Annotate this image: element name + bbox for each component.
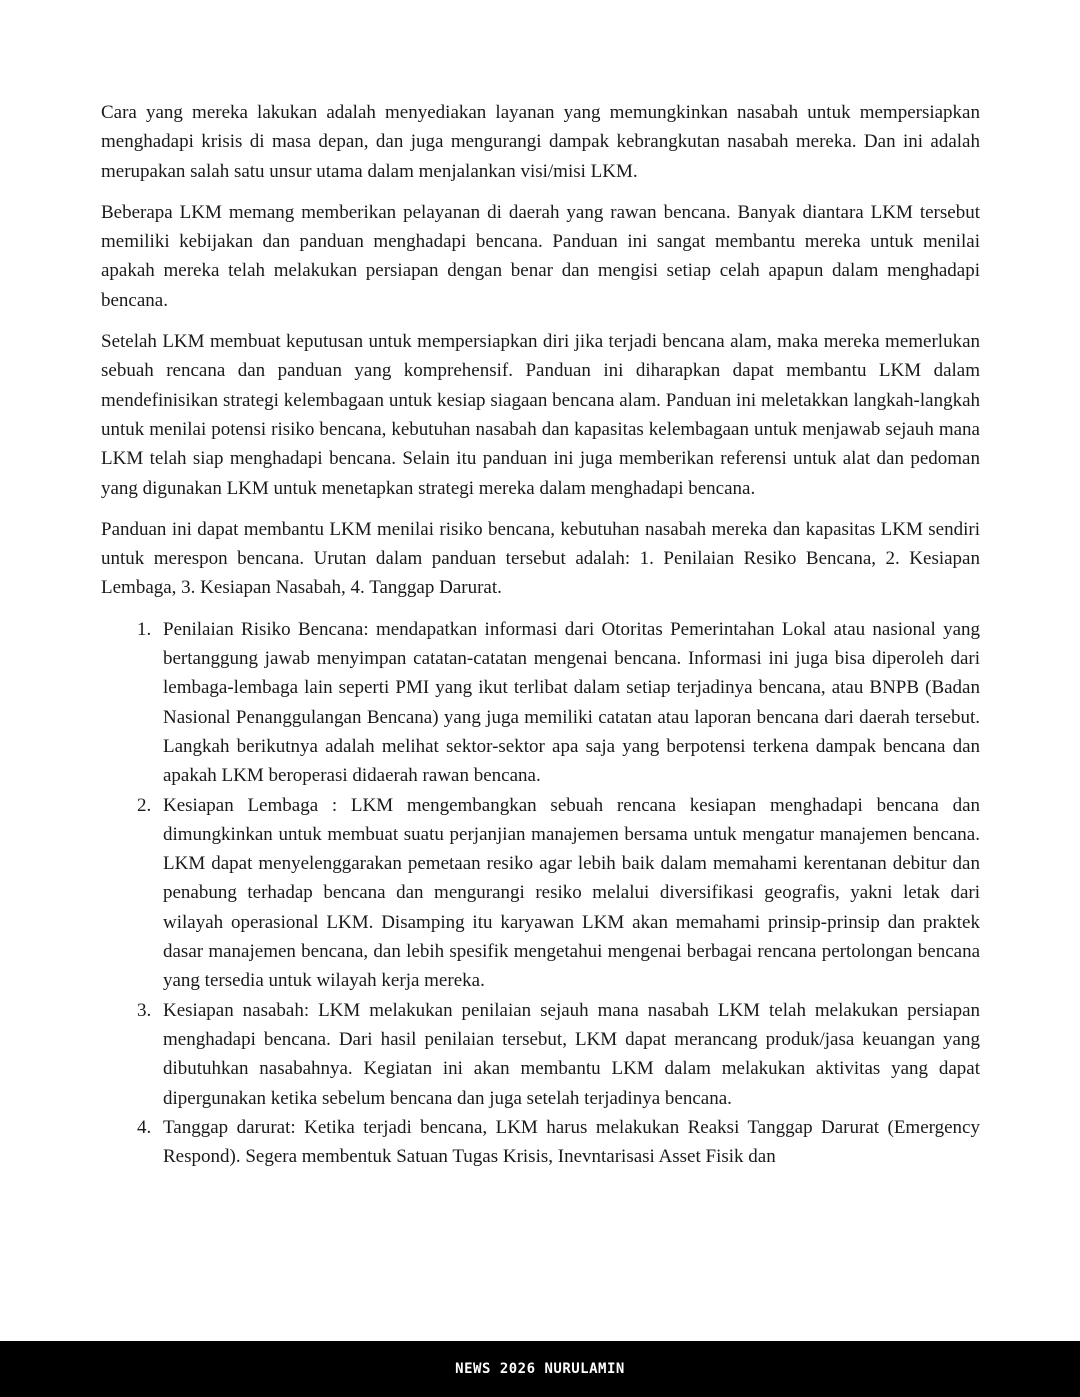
paragraph-1: Cara yang mereka lakukan adalah menyediakan layanan yang memungkinkan nasabah untuk mempersiapkan menghadapi krisis di masa depan, dan juga mengurangi dampak kebrangkutan nasabah mereka. Dan ini adalah merupakan salah satu unsur utama dalam menjalankan visi/misi LKM.	[101, 102, 980, 182]
footer-bar	[0, 1341, 1080, 1397]
list-item-text: Kesiapan nasabah: LKM melakukan penilaian sejauh mana nasabah LKM telah melakukan persiapan menghadapi bencana. Dari hasil penilaian tersebut, LKM dapat merancang produk/jasa keuangan yang dibutuhkan nasabahnya. Kegiatan ini akan membantu LKM dalam melakukan aktivitas yang dapat dipergunakan ketika sebelum bencana dan juga setelah terjadinya bencana.	[163, 999, 980, 1109]
paragraph-3: Setelah LKM membuat keputusan untuk mempersiapkan diri jika terjadi bencana alam, maka mereka memerlukan sebuah rencana dan panduan yang komprehensif. Panduan ini diharapkan dapat membantu LKM dalam mendefinisikan strategi kelembagaan untuk kesiap siagaan bencana alam. Panduan ini meletakkan langkah-langkah untuk menilai potensi risiko bencana, kebutuhan nasabah dan kapasitas kelembagaan untuk menjawab sejauh mana LKM telah siap menghadapi bencana. Selain itu panduan ini juga memberikan referensi untuk alat dan pedoman yang digunakan LKM untuk menetapkan strategi mereka dalam menghadapi bencana.	[101, 331, 980, 499]
list-item	[101, 1113, 980, 1172]
list-item-number: 2.	[137, 794, 152, 816]
list-item-number: 4.	[137, 1116, 152, 1138]
list-item-number: 1.	[137, 618, 152, 640]
numbered-list	[101, 615, 980, 1172]
list-item-text: Tanggap darurat: Ketika terjadi bencana, LKM harus melakukan Reaksi Tanggap Darurat (Emergency Respond). Segera membentuk Satuan Tugas Krisis, Inevntarisasi Asset Fisik dan	[163, 1116, 980, 1168]
document-page	[101, 98, 980, 1171]
list-item-text: Penilaian Risiko Bencana: mendapatkan informasi dari Otoritas Pemerintahan Lokal atau nasional yang bertanggung jawab menyimpan catatan-catatan mengenai bencana. Informasi ini juga bisa diperoleh dari lembaga-lembaga lain seperti PMI yang ikut terlibat dalam setiap terjadinya bencana, atau BNPB (Badan Nasional Penanggulangan Bencana) yang juga memiliki catatan atau laporan bencana dari daerah tersebut. Langkah berikutnya adalah melihat sektor-sektor apa saja yang berpotensi terkena dampak bencana dan apakah LKM beroperasi didaerah rawan bencana.	[163, 618, 980, 787]
paragraph-2: Beberapa LKM memang memberikan pelayanan di daerah yang rawan bencana. Banyak diantara LKM tersebut memiliki kebijakan dan panduan menghadapi bencana. Panduan ini sangat membantu mereka untuk menilai apakah mereka telah melakukan persiapan dengan benar dan mengisi setiap celah apapun dalam menghadapi bencana.	[101, 201, 980, 311]
list-item-text: Kesiapan Lembaga : LKM mengembangkan sebuah rencana kesiapan menghadapi bencana dan dimungkinkan untuk membuat suatu perjanjian manajemen bersama untuk mengatur manajemen bencana. LKM dapat menyelenggarakan pemetaan resiko agar lebih baik dalam memahami kerentanan debitur dan penabung terhadap bencana dan mengurangi resiko melalui diversifikasi geografis, yakni letak dari wilayah operasional LKM. Disamping itu karyawan LKM akan memahami prinsip-prinsip dan praktek dasar manajemen bencana, dan lebih spesifik mengetahui mengenai berbagai rencana pertolongan bencana yang tersedia untuk wilayah kerja mereka.	[163, 794, 980, 992]
list-item-number: 3.	[137, 999, 152, 1021]
paragraph-4: Panduan ini dapat membantu LKM menilai risiko bencana, kebutuhan nasabah mereka dan kapasitas LKM sendiri untuk merespon bencana. Urutan dalam panduan tersebut adalah: 1. Penilaian Resiko Bencana, 2. Kesiapan Lembaga, 3. Kesiapan Nasabah, 4. Tanggap Darurat.	[101, 518, 980, 599]
list-item	[101, 996, 980, 1113]
list-item	[101, 791, 980, 996]
list-item	[101, 615, 980, 791]
footer-label: NEWS 2026 NURULAMIN	[455, 1361, 625, 1377]
